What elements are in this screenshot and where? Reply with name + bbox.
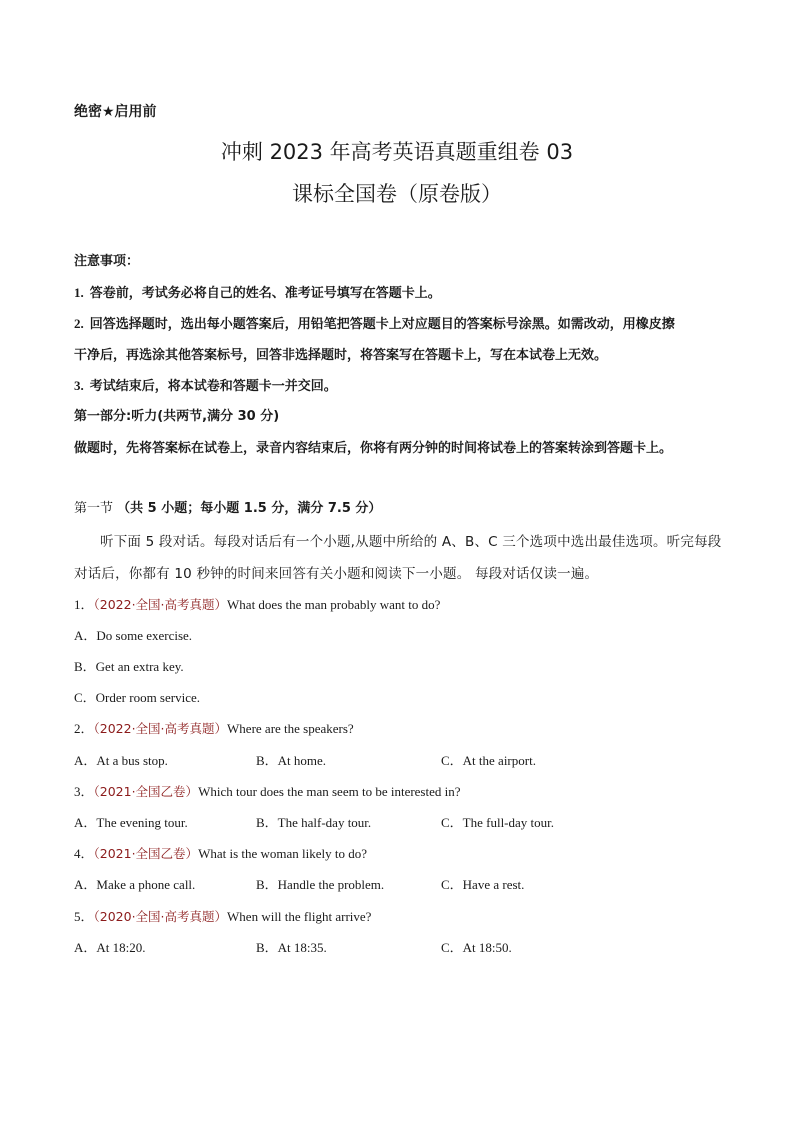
question-1 [74, 594, 440, 613]
note-text: 答卷前，考试务必将自己的姓名、准考证号填写在答题卡上。 [89, 286, 441, 301]
question-text: Which tour does the man seem to be interested in? [198, 784, 461, 799]
option-a[interactable]: A．At a bus stop. [74, 753, 168, 768]
note-item [74, 282, 441, 301]
option-c[interactable]: C．At 18:50. [441, 940, 512, 955]
option-a[interactable]: A．At 18:20. [74, 940, 146, 955]
question-text: When will the flight arrive? [227, 909, 372, 924]
option-c[interactable]: C．At the airport. [441, 753, 536, 768]
option-c[interactable]: C．The full-day tour. [441, 815, 555, 830]
question-text: What is the woman likely to do? [198, 846, 368, 861]
option-b[interactable]: B．Handle the problem. [256, 877, 385, 892]
question-source: （2022·全国·高考真题） [93, 597, 228, 612]
question-number: 4． [74, 846, 94, 861]
question-number: 3． [74, 784, 94, 799]
section-intro-line1: 听下面 5 段对话。每段对话后有一个小题,从题中所给的 A、B、C 三个选项中选出最佳选项。听完每段 [100, 534, 722, 550]
question-text: What does the man probably want to do? [227, 597, 441, 612]
option-b[interactable]: B．At 18:35. [256, 940, 327, 955]
question-5 [74, 906, 371, 925]
question-source: （2021·全国乙卷） [93, 846, 199, 861]
section-info: （共 5 小题；每小题 1.5 分，满分 7.5 分） [117, 501, 382, 516]
exam-subtitle: 课标全国卷（原卷版） [292, 182, 502, 206]
question-source: （2021·全国乙卷） [93, 784, 199, 799]
option-b[interactable]: B．At home. [256, 753, 327, 768]
note-number: 1. [74, 285, 84, 300]
question-source: （2022·全国·高考真题） [93, 721, 228, 736]
note-number: 2. [74, 316, 84, 331]
option-a[interactable]: A．The evening tour. [74, 815, 188, 830]
option-b[interactable]: B．Get an extra key. [74, 659, 184, 674]
note-item-continued [74, 344, 607, 363]
part-heading: 第一部分:听力(共两节,满分 30 分) [74, 409, 280, 424]
exam-title: 冲刺 2023 年高考英语真题重组卷 03 [220, 140, 574, 164]
section-heading [74, 497, 381, 516]
part-instruction: 做题时，先将答案标在试卷上，录音内容结束后，你将有两分钟的时间将试卷上的答案转涂到答题卡上。 [74, 441, 673, 456]
question-3 [74, 781, 461, 800]
option-c[interactable]: C．Order room service. [74, 690, 200, 705]
note-number: 3. [74, 378, 84, 393]
question-number: 2． [74, 721, 94, 736]
note-item [74, 313, 675, 332]
option-b[interactable]: B．The half-day tour. [256, 815, 372, 830]
option-c[interactable]: C．Have a rest. [441, 877, 525, 892]
question-4 [74, 843, 367, 862]
note-text: 干净后，再选涂其他答案标号，回答非选择题时，将答案写在答题卡上，写在本试卷上无效。 [74, 348, 608, 363]
option-a[interactable]: A．Make a phone call. [74, 877, 196, 892]
question-number: 1． [74, 597, 94, 612]
question-2 [74, 718, 354, 737]
notes-heading: 注意事项： [74, 254, 140, 269]
section-label: 第一节 [74, 501, 114, 516]
secret-label: 绝密★启用前 [74, 104, 157, 120]
note-text: 考试结束后，将本试卷和答题卡一并交回。 [89, 379, 337, 394]
note-text: 回答选择题时，选出每小题答案后，用铅笔把答题卡上对应题目的答案标号涂黑。如需改动，用橡皮擦 [89, 317, 675, 332]
question-text: Where are the speakers? [227, 721, 354, 736]
section-intro-line2: 对话后，你都有 10 秒钟的时间来回答有关小题和阅读下一小题。 每段对话仅读一遍。 [74, 566, 599, 582]
question-number: 5． [74, 909, 94, 924]
note-item [74, 375, 337, 394]
question-source: （2020·全国·高考真题） [93, 909, 228, 924]
option-a[interactable]: A．Do some exercise. [74, 628, 193, 643]
